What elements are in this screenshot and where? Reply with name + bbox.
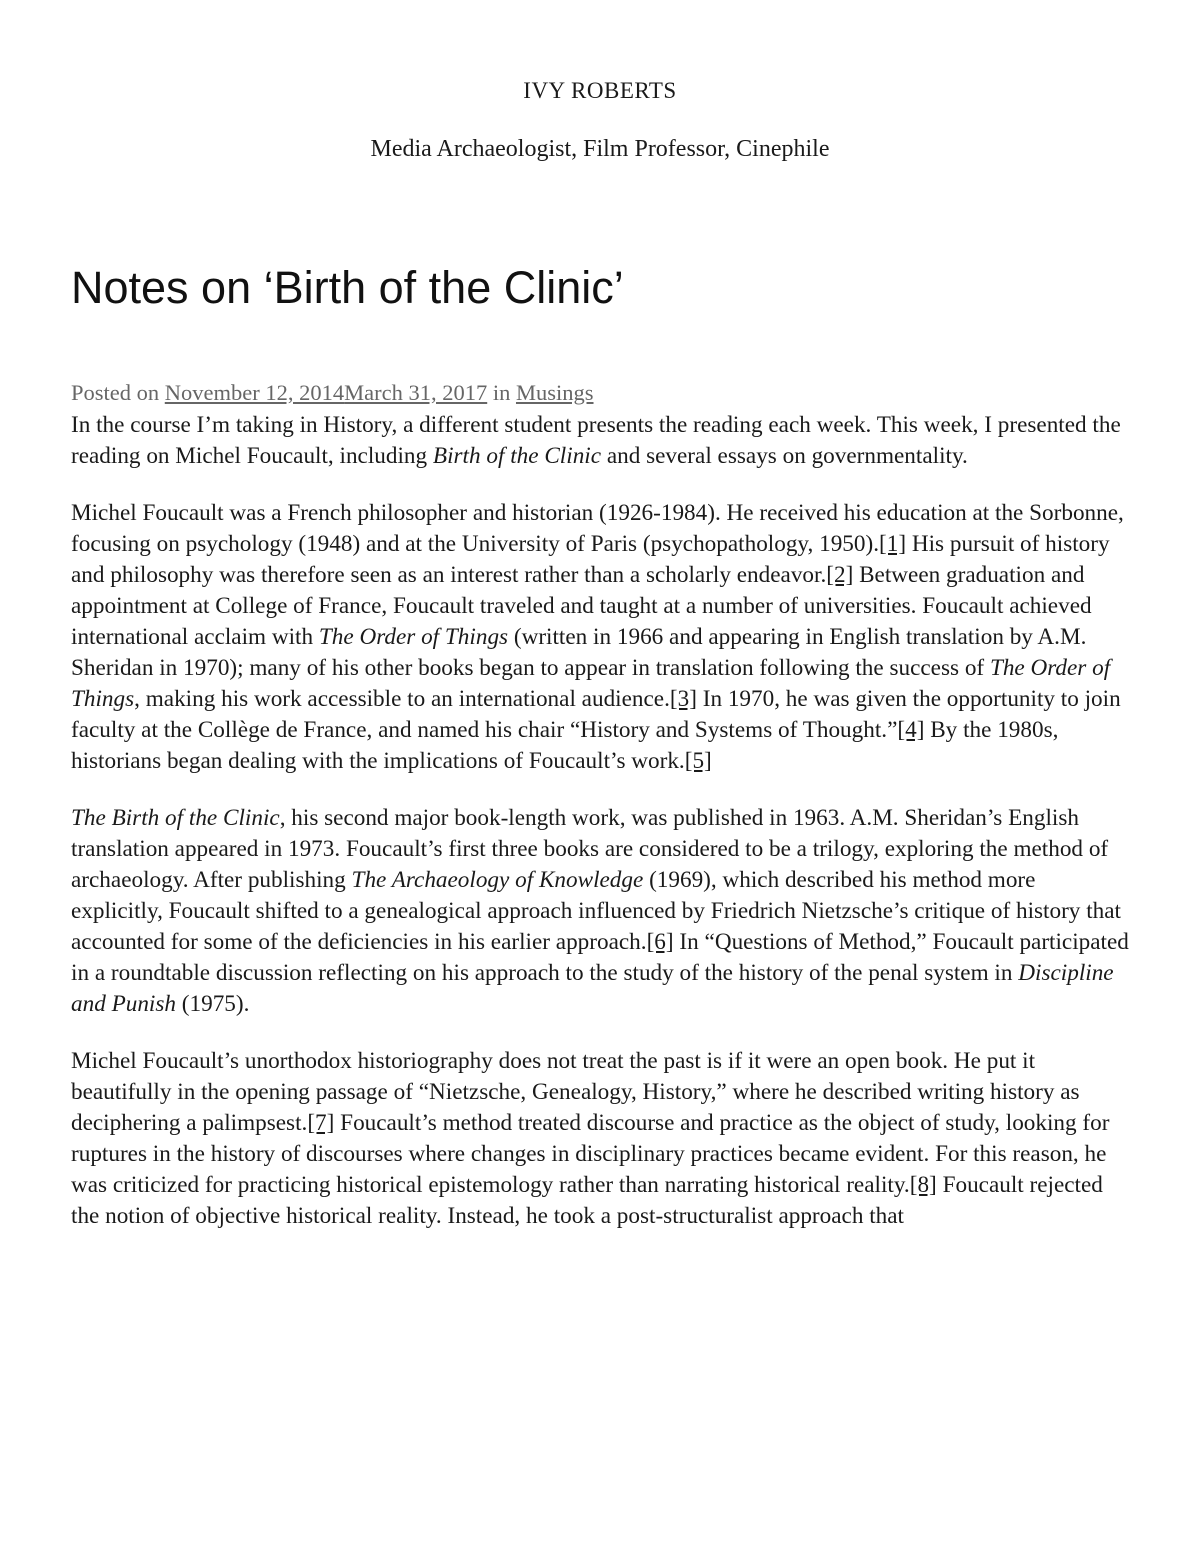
text: (1969), which described his method more explicitly, Foucault shifted to a genealogical approach influenced by Friedrich Nietzsche’s critique of history that accounted for some of the deficiencies in his earlier approach. <box>71 867 1121 955</box>
footnote-link-4[interactable]: [4] <box>897 717 925 743</box>
site-description: Media Archaeologist, Film Professor, Cinephile <box>370 136 830 162</box>
text: In 1970, he was given the opportunity to join faculty at the Collège de France, and named his chair “History and Systems of Thought.” <box>71 686 1121 743</box>
text: (written in 1966 and appearing in English translation by A.M. Sheridan in 1970); many of his other books began to appear in translation following the success of <box>71 624 1087 681</box>
text: In “Questions of Method,” Foucault participated in a roundtable discussion reflecting on his approach to the study of the history of the penal system in <box>71 929 1129 986</box>
paragraph-3 <box>71 803 1131 1020</box>
text: Michel Foucault was a French philosopher and historian (1926-1984). He received his education at the Sorbonne, focusing on psychology (1948) and at the University of Paris (psychopathology, 1950). <box>71 500 1124 557</box>
book-title: The Order of Things <box>318 624 509 650</box>
in-label: in <box>492 380 511 405</box>
book-title: The Archaeology of Knowledge <box>351 867 644 893</box>
paragraph-2 <box>71 498 1131 777</box>
text: In the course I’m taking in History, a different student presents the reading each week. This week, I presented the reading on Michel Foucault, including <box>71 412 1121 469</box>
book-title: Discipline and Punish <box>71 960 1114 1017</box>
category-link[interactable]: Musings <box>515 380 594 405</box>
posted-on-label: Posted on <box>71 380 160 405</box>
text: Foucault’s method treated discourse and practice as the object of study, looking for ruptures in the history of discourses where changes in disciplinary practices became evident. For this reason, he was criticized for practicing historical epistemology rather than narrating historical reality. <box>71 1110 1110 1198</box>
text: By the 1980s, historians began dealing with the implications of Foucault’s work. <box>71 717 1059 774</box>
post-content <box>71 410 1131 1258</box>
post-meta <box>71 380 1131 406</box>
post-date-link[interactable] <box>165 380 487 405</box>
footnote-link-1[interactable]: [1] <box>879 531 907 557</box>
text: His pursuit of history and philosophy was therefore seen as an interest rather than a scholarly endeavor. <box>71 531 1110 588</box>
footnote-link-8[interactable]: [8] <box>909 1172 937 1198</box>
text: Michel Foucault’s unorthodox historiography does not treat the past is if it were an open book. He put it beautifully in the opening passage of “Nietzsche, Genealogy, History,” where he described writing history as deciphering a palimpsest. <box>71 1048 1080 1136</box>
text: , making his work accessible to an international audience. <box>134 686 670 712</box>
site-title-link[interactable]: IVY ROBERTS <box>523 78 677 103</box>
post-title: Notes on ‘Birth of the Clinic’ <box>71 262 624 313</box>
paragraph-1 <box>71 410 1131 472</box>
paragraph-4 <box>71 1046 1131 1232</box>
book-title: The Order of Things <box>71 655 1111 712</box>
footnote-link-7[interactable]: [7] <box>307 1110 335 1136</box>
book-title: The Birth of the Clinic <box>71 805 280 831</box>
footnote-link-5[interactable]: [5] <box>684 748 712 774</box>
text: Between graduation and appointment at College of France, Foucault traveled and taught at a number of universities. Foucault achieved international acclaim with <box>71 562 1092 650</box>
book-title: Birth of the Clinic <box>432 443 602 469</box>
footnote-link-2[interactable]: [2] <box>826 562 854 588</box>
footnote-link-6[interactable]: [6] <box>646 929 674 955</box>
date-published: November 12, 2014 <box>164 380 345 405</box>
date-updated: March 31, 2017 <box>344 380 488 405</box>
footnote-link-3[interactable]: [3] <box>669 686 697 712</box>
text: Foucault rejected the notion of objective historical reality. Instead, he took a post-structuralist approach that <box>71 1172 1103 1229</box>
text: and several essays on governmentality. <box>601 443 968 469</box>
text: , his second major book-length work, was published in 1963. A.M. Sheridan’s English translation appeared in 1973. Foucault’s first three books are considered to be a trilogy, exploring the method of archaeology. After publishing <box>71 805 1109 893</box>
text: (1975). <box>176 991 250 1017</box>
